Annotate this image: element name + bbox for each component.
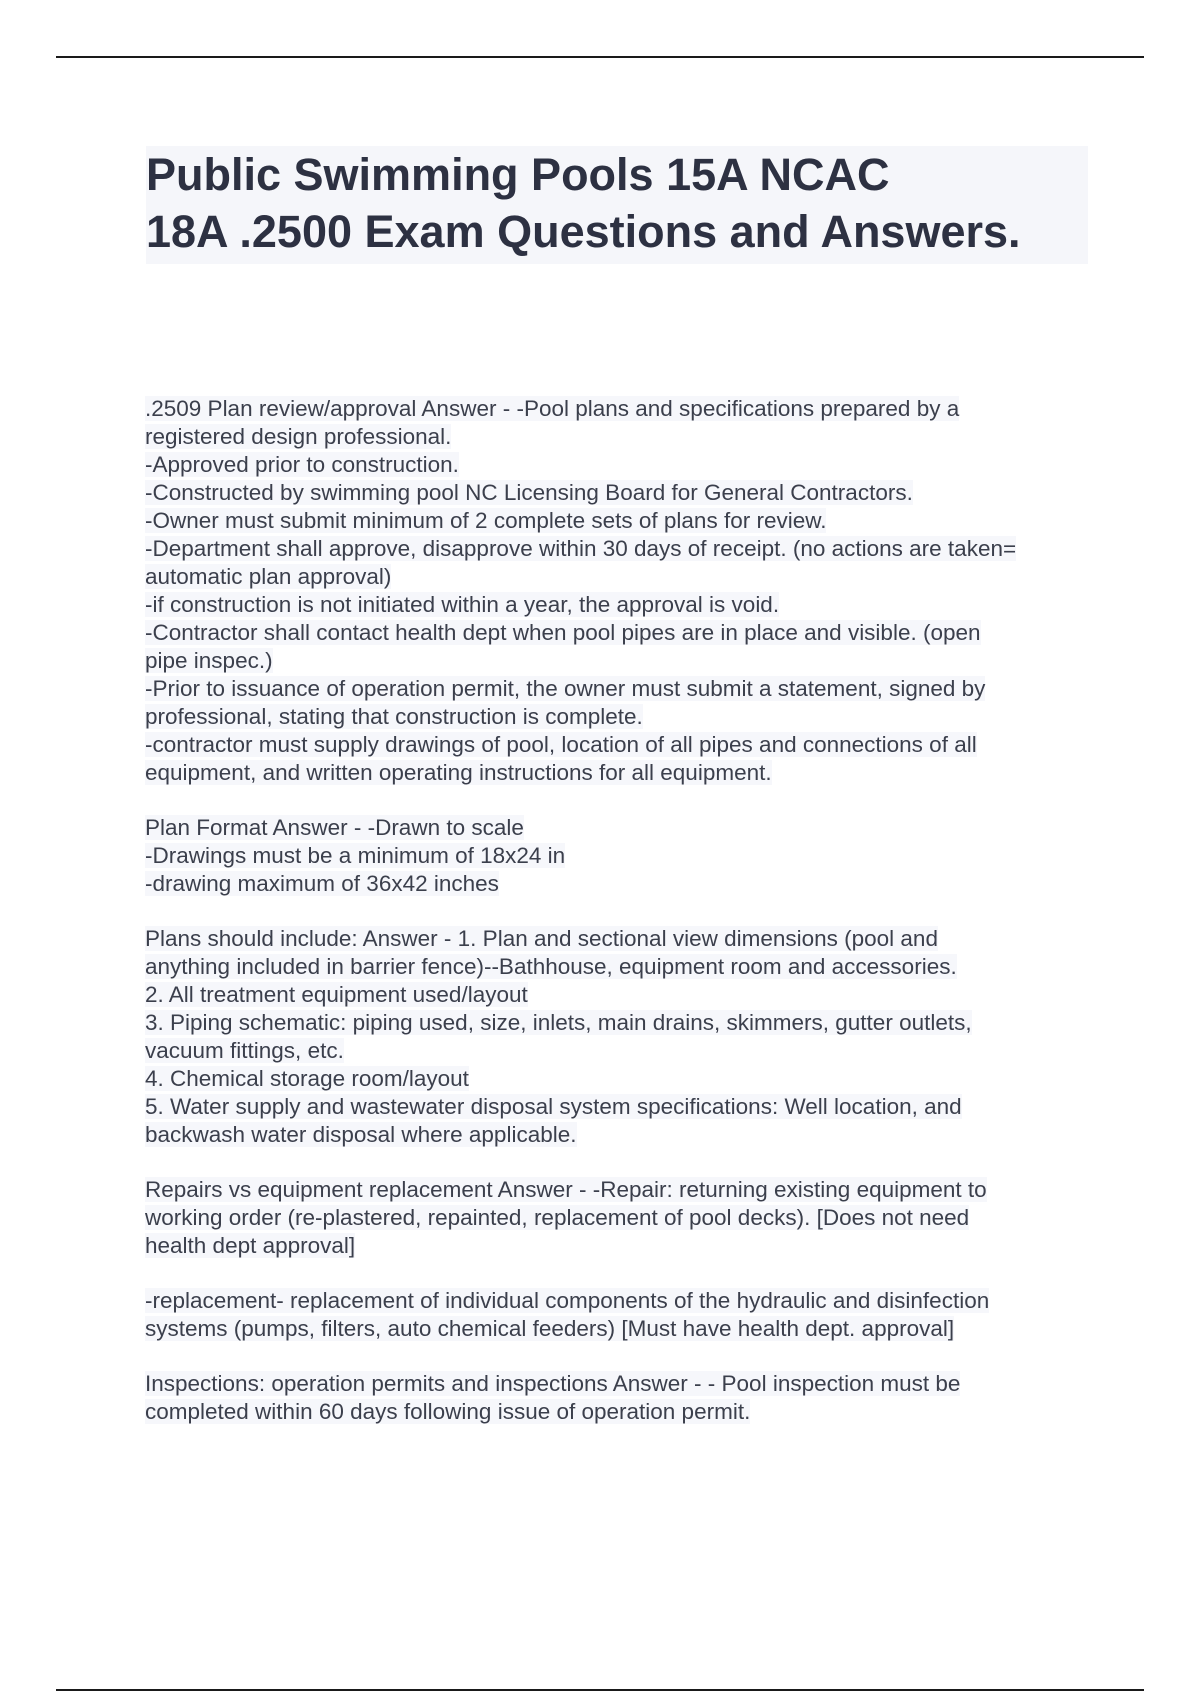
qa-entry-plan-review — [145, 395, 1095, 787]
qa-entry-inspections — [145, 1370, 1095, 1426]
text-line: Inspections: operation permits and inspections Answer - - Pool inspection must be — [145, 1371, 961, 1396]
text-line: 3. Piping schematic: piping used, size, inlets, main drains, skimmers, gutter outlets, — [145, 1010, 972, 1035]
document-body — [145, 395, 1095, 1453]
text-line: professional, stating that construction is complete. — [145, 704, 643, 729]
text-line: -Department shall approve, disapprove within 30 days of receipt. (no actions are taken= — [145, 536, 1017, 561]
text-line: Plans should include: Answer - 1. Plan and sectional view dimensions (pool and — [145, 926, 938, 951]
text-line: -Contractor shall contact health dept when pool pipes are in place and visible. (open — [145, 620, 981, 645]
text-line: -Constructed by swimming pool NC Licensing Board for General Contractors. — [145, 480, 913, 505]
text-line: Repairs vs equipment replacement Answer - -Repair: returning existing equipment to — [145, 1177, 987, 1202]
document-title — [146, 146, 1088, 260]
qa-entry-replacement — [145, 1287, 1095, 1343]
text-line: .2509 Plan review/approval Answer - -Pool plans and specifications prepared by a — [145, 396, 960, 421]
text-line: -drawing maximum of 36x42 inches — [145, 871, 499, 896]
text-line: -replacement- replacement of individual components of the hydraulic and disinfection — [145, 1288, 990, 1313]
title-block — [146, 146, 1088, 264]
text-line: 4. Chemical storage room/layout — [145, 1066, 469, 1091]
text-line: equipment, and written operating instructions for all equipment. — [145, 760, 772, 785]
footer-divider — [56, 1689, 1144, 1691]
text-line: working order (re-plastered, repainted, replacement of pool decks). [Does not need — [145, 1205, 970, 1230]
text-line: -Owner must submit minimum of 2 complete sets of plans for review. — [145, 508, 827, 533]
title-line: Public Swimming Pools 15A NCAC — [146, 149, 890, 200]
text-line: -if construction is not initiated within a year, the approval is void. — [145, 592, 780, 617]
text-line: completed within 60 days following issue of operation permit. — [145, 1399, 751, 1424]
text-line: -Prior to issuance of operation permit, the owner must submit a statement, signed by — [145, 676, 986, 701]
text-line: health dept approval] — [145, 1233, 356, 1258]
text-line: -Drawings must be a minimum of 18x24 in — [145, 843, 566, 868]
text-line: pipe inspec.) — [145, 648, 273, 673]
header-divider — [56, 56, 1144, 58]
text-line: automatic plan approval) — [145, 564, 392, 589]
text-line: anything included in barrier fence)--Bathhouse, equipment room and accessories. — [145, 954, 957, 979]
qa-entry-plans-include — [145, 925, 1095, 1149]
title-line: 18A .2500 Exam Questions and Answers. — [146, 206, 1021, 257]
text-line: -Approved prior to construction. — [145, 452, 459, 477]
text-line: Plan Format Answer - -Drawn to scale — [145, 815, 524, 840]
text-line: vacuum fittings, etc. — [145, 1038, 344, 1063]
text-line: systems (pumps, filters, auto chemical feeders) [Must have health dept. approval] — [145, 1316, 955, 1341]
qa-entry-plan-format — [145, 814, 1095, 898]
qa-entry-repairs — [145, 1176, 1095, 1260]
text-line: 2. All treatment equipment used/layout — [145, 982, 528, 1007]
text-line: -contractor must supply drawings of pool, location of all pipes and connections of all — [145, 732, 977, 757]
text-line: registered design professional. — [145, 424, 452, 449]
text-line: backwash water disposal where applicable. — [145, 1122, 577, 1147]
text-line: 5. Water supply and wastewater disposal system specifications: Well location, and — [145, 1094, 962, 1119]
